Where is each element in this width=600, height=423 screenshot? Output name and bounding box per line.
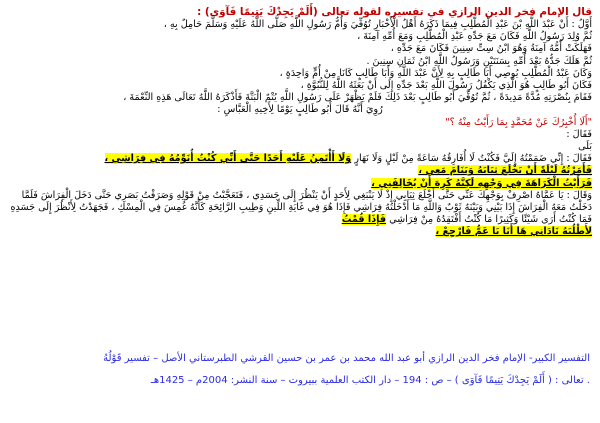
page-heading — [8, 6, 592, 19]
riwaya-paragraph-1b — [8, 165, 592, 177]
riwaya-question: "أَلَا أُخْبِرُكَ عَنْ مُحَمَّدٍ بِمَا رَأَيْتُ مِنْهُ ؟" — [445, 116, 592, 128]
riwaya-paragraph-1c — [8, 178, 592, 190]
highlighted-text: وَلَا أَأْتَمِنُ عَلَيْهِ أَحَدًا حَتَّى أَنِّي كُنْتُ أُنَوِّمُهُ فِي فِرَاشِي ، — [104, 153, 352, 165]
riwaya-paragraph-2 — [8, 190, 592, 227]
citation-text: . تعالى : ( — [547, 375, 590, 386]
text-line: فَهَلَكَتْ أُمُّهُ آمِنَةُ وَهُوَ ابْنُ سِتِّ سِنِينَ فَكَانَ مَعَ جَدِّهِ ، — [390, 43, 592, 55]
riwaya-paragraph-2b — [8, 226, 592, 238]
highlighted-text: فَإِذَا قُمْتُ — [341, 214, 387, 226]
paragraph-text: وَقَالَ : يَا عَمَّاهُ اصْرِفْ بِوَجْهِكَ عَنِّي حَتَّى أَخْلَعَ ثِيَابِي إِذْ لَا يَنْبَغِي لِأَحَدٍ أَنْ يَنْظُرَ إِلَى جَسَدِي ، فَتَعَجَّبْتُ مِنْ قَوْلِهِ وَصَرَفْتُ بَصَرِي حَتَّى دَخَلَ الْفِرَاشَ فَلَمَّا دَخَلْتُ مَعَهُ الْفِرَاشَ إِذَا بَيْنِي وَبَيْنَهُ ثَوْبٌ وَاللَّهِ مَا أَدْخَلْتُهُ فِرَاشِي فَإِذَا هُوَ فِي غَايَةِ اللِّينِ وَطِيبِ الرَّائِحَةِ كَأَنَّهُ غُمِسَ فِي الْمِسْكِ ، فَجَهَدْتُ لِأَنْظُرَ إِلَى جَسَدِهِ فَمَا كُنْتُ أَرَى شَيْئًا وَكَثِيرًا مَا كُنْتُ أَفْتَقِدُهُ مِنْ فِرَاشِي — [10, 189, 592, 226]
riwaya-intro: رُوِيَ أَنَّهُ قَالَ أَبُو طَالِبٍ يَوْمًا لِأَخِيهِ الْعَبَّاسِ : — [217, 104, 383, 116]
highlighted-text: لِأَطْلُبَهُ نَادَانِي هَا أَنَا يَا عَمُّ فَارْجِعْ ، — [435, 226, 592, 238]
text-line: وَكَانَ عَبْدُ الْمُطَّلِبِ يُوصِي أَبَا طَالِبٍ بِهِ لِأَنَّ عَبْدَ اللَّهِ وَأَبَا طَالِبٍ كَانَا مِنْ أُمٍّ وَاحِدَةٍ ، — [279, 67, 592, 79]
heading-quran-quote: (أَلَمْ يَجِدْكَ يَتِيمًا فَآوَى) : — [197, 6, 318, 18]
citation-line-2 — [10, 370, 590, 392]
riwaya-paragraph-1 — [8, 153, 592, 165]
document-body — [8, 6, 592, 239]
highlighted-text: فَأَمَرْتُهُ لَيْلَةً أَنْ يَخْلَعَ ثِيَابَهُ وَيَنَامَ مَعِي ، — [418, 165, 592, 177]
source-citation — [10, 348, 590, 392]
text-line: ثُمَّ هَلَكَ جَدُّهُ بَعْدَ أُمِّهِ بِسَنَتَيْنِ وَرَسُولُ اللَّهِ ابْنُ ثَمَانِ سِنِينَ . — [366, 55, 592, 67]
riwaya-answer-intro: فَقَالَ : — [566, 128, 592, 140]
riwaya-answer: بَلَى — [578, 141, 592, 153]
paragraph-text: فَقَالَ : إِنِّي ضَمَمْتُهُ إِلَيَّ فَكُنْتُ لَا أُفَارِقُهُ سَاعَةً مِنْ لَيْلٍ وَلَا نَهَارٍ — [354, 153, 592, 165]
text-line: ثُمَّ وُلِدَ رَسُولُ اللَّهِ فَكَانَ مَعَ جَدِّهِ عَبْدِ الْمُطَّلِبِ وَمَعَ أُمِّهِ آمِنَةَ ، — [357, 31, 592, 43]
citation-text: ) – ص : 194 – دار الكتب العلمية ببيروت – سنة النشر: 2004م – 1425هـ — [150, 375, 459, 386]
text-line: أَوَّلُ : أَنْ عَبْدَ اللَّهِ بْنَ عَبْدِ الْمُطَّلِبِ فِيمَا ذَكَرَهُ أَهْلُ الْأَخْبَارِ تُوُفِّيَ وَأُمُّ رَسُولِ اللَّهِ صَلَّى اللَّهُ عَلَيْهِ وَسَلَّمَ حَامِلٌ بِهِ ، — [163, 19, 592, 30]
citation-quran-quote: أَلَمْ يَجِدْكَ يَتِيمًا فَآوَى — [461, 375, 545, 386]
heading-text: قال الإمام فخر الدين الرازي في تفسيره لقوله تعالى — [321, 6, 592, 18]
highlighted-text: فَرَأَيْتُ الْكَرَاهَةَ فِي وَجْهِهِ لَكِنَّهُ كَرِهَ أَنْ يُخَالِفَنِي ، — [371, 177, 592, 189]
citation-line-1: التفسير الكبير- الإمام فخر الدين الرازي أبو عبد الله محمد بن عمر بن حسين القرشي الطبرستاني الأصل – تفسير قَوْلُهُ — [103, 353, 590, 364]
text-line: فَكَانَ أَبُو طَالِبٍ هُوَ الَّذِي يَكْفُلُ رَسُولَ اللَّهِ بَعْدَ جَدِّهِ إِلَى أَنْ بَعَثَهُ اللَّهُ لِلنُّبُوَّةِ ، — [300, 80, 592, 92]
text-line: فَقَامَ بِنُصْرَتِهِ مُدَّةً مَدِيدَةً ، ثُمَّ تُوُفِّيَ أَبُو طَالِبٍ بَعْدَ ذَلِكَ فَلَمْ يَظْهَرْ عَلَى رَسُولِ اللَّهِ يُتْمٌ الْبَتَّةَ فَأَذْكَرَهُ اللَّهُ تَعَالَى هَذِهِ النِّعْمَةَ ، — [123, 92, 592, 104]
